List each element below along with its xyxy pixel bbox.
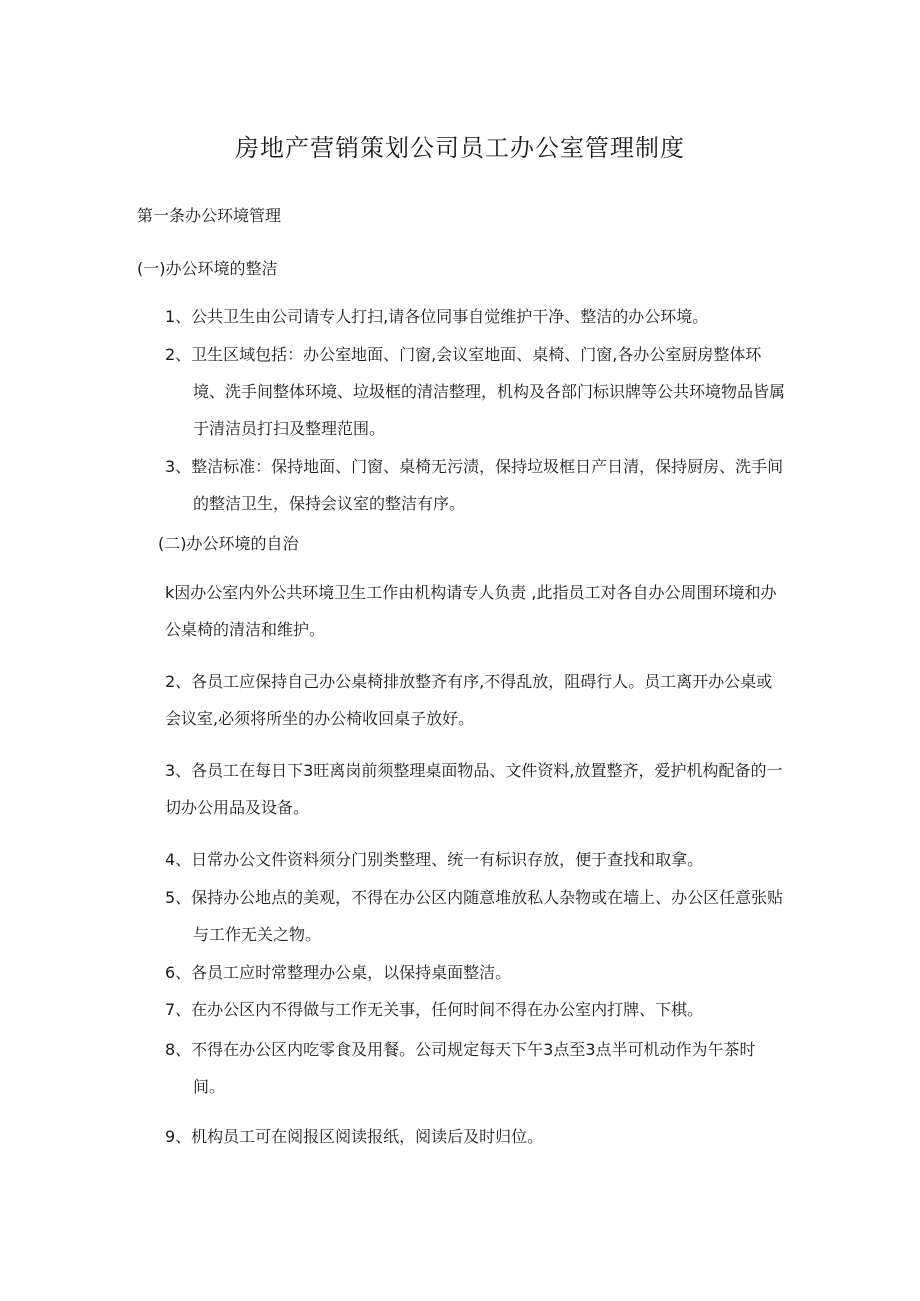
list-item: k因办公室内外公共环境卫生工作由机构请专人负责 ,此指员工对各自办公周围环境和办公桌椅的清洁和维护。	[165, 583, 777, 639]
document-title: 房地产营销策划公司员工办公室管理制度	[235, 134, 685, 162]
list-item: 2、各员工应保持自己办公桌椅排放整齐有序,不得乱放，阻碍行人。员工离开办公桌或会议室,必须将所坐的办公椅收回桌子放好。	[165, 672, 773, 728]
list-item: 3、各员工在每日下3旺离岗前须整理桌面物品、文件资料,放置整齐，爱护机构配备的一切办公用品及设备。	[165, 761, 783, 817]
list-item: 5、保持办公地点的美观，不得在办公区内随意堆放私人杂物或在墙上、办公区任意张贴与工作无关之物。	[165, 888, 784, 944]
section-heading-1: (一)办公环境的整洁	[137, 259, 278, 278]
list-item: 4、日常办公文件资料须分门别类整理、统一有标识存放，便于查找和取拿。	[165, 850, 704, 869]
list-item: 1、公共卫生由公司请专人打扫,请各位同事自觉维护干净、整洁的办公环境。	[165, 307, 709, 326]
list-item: 7、在办公区内不得做与工作无关事，任何时间不得在办公室内打牌、下棋。	[165, 1000, 704, 1019]
list-item: 3、整洁标准：保持地面、门窗、桌椅无污渍，保持垃圾框日产日清，保持厨房、洗手间的整洁卫生，保持会议室的整洁有序。	[165, 457, 784, 513]
list-item: 6、各员工应时常整理办公桌，以保持桌面整洁。	[165, 963, 512, 982]
list-item: 9、机构员工可在阅报区阅读报纸，阅读后及时归位。	[165, 1127, 544, 1146]
article-heading: 第一条办公环境管理	[137, 206, 282, 225]
section-heading-2: (二)办公环境的自治	[158, 534, 299, 553]
list-item: 2、卫生区域包括：办公室地面、门窗,会议室地面、桌椅、门窗,各办公室厨房整体环境、洗手间整体环境、垃圾框的清洁整理，机构及各部门标识牌等公共环境物品皆属于清洁员打扫及整理范围。	[165, 345, 786, 438]
list-item: 8、不得在办公区内吃零食及用餐。公司规定每天下午3点至3点半可机动作为午茶时间。	[165, 1040, 756, 1096]
